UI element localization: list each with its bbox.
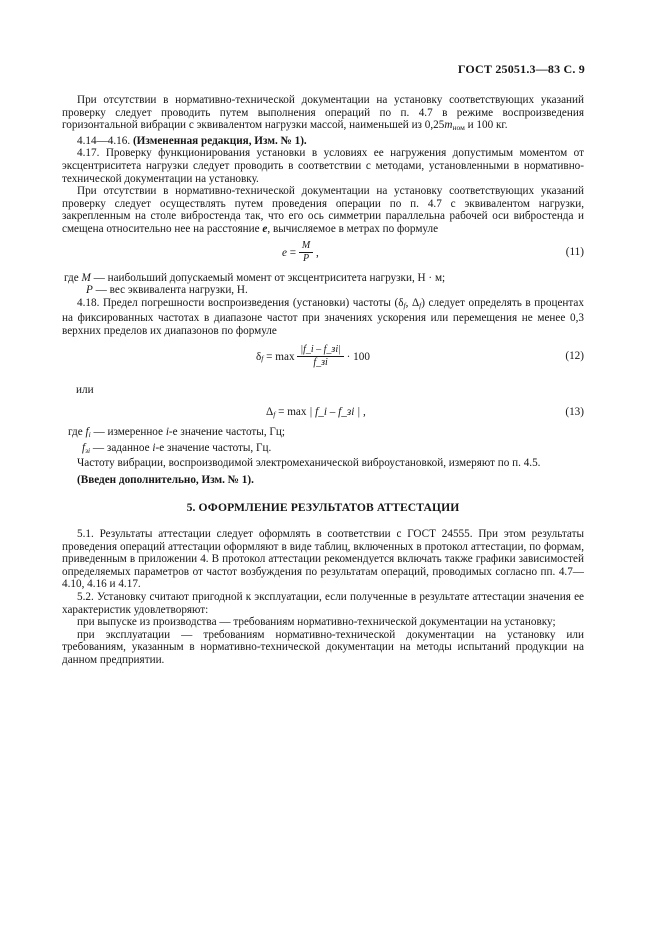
paragraph-4-18: 4.18. Предел погрешности воспроизведения (установки) частоты ($\delta_f$, $\Delta_f$) следует определять в процентах на фиксированных частотах в диапазоне частот при значениях ускорения или перемещения не менее 0,3 верхних пределов их диапазонов по формуле (62, 296, 584, 337)
formula-12: $\delta_f = \max$ $\frac{|f\_i - f\_зi|}{f\_зi}$ · 100 (12) (256, 343, 584, 368)
formula-number-12: (12) (565, 349, 584, 362)
where-p: P — вес эквивалента нагрузки, Н. (86, 284, 248, 297)
where-fi: где $f_i$ — измеренное i-е значение частоты, Гц; (68, 426, 285, 440)
or-label: или (76, 383, 94, 396)
paragraph-4-14-4-16: 4.14—4.16. (Измененная редакция, Изм. № 1). (77, 134, 307, 147)
fraction-m-over-p: $\frac{M}{P}$ (299, 240, 313, 265)
paragraph-4-13-note: При отсутствии в нормативно-технической документации на установку соответствующих указаний проверку следует проводить путем выполнения операций по п. 4.7 в режиме воспроизведения горизонтальной вибрации с эквивалентом нагрузки массой, наименьшей из $0,25m_{ном}$ и 100 кг. (62, 94, 584, 133)
paragraph-frequency-measure: Частоту вибрации, воспроизводимой электромеханической виброустановкой, измеряют по п. 4.5. (77, 457, 541, 470)
document-body (62, 94, 584, 667)
formula-13: $\Delta_f = \max$ | f_i – f_зi | , (13) (266, 406, 584, 420)
formula-number-13: (13) (565, 406, 584, 419)
paragraph-5-2: 5.2. Установку считают пригодной к эксплуатации, если полученные в результате аттестации значения ее характеристик удовлетворяют: (62, 591, 584, 616)
paragraph-4-17-note: При отсутствии в нормативно-технической документации на установку соответствующих указаний проверку следует осуществлять путем проведения операции по п. 4.7 с эквивалентом нагрузки, закрепленным на столе вибростенда так, что его ось симметрии параллельна рабочей оси вибростенда и смещена относительно нее на расстояние e, вычисляемое в метрах по формуле (62, 185, 584, 235)
paragraph-4-17: 4.17. Проверку функционирования установки в условиях ее нагружения допустимым моментом от эксцентриситета нагрузки следует проводить в соответствии с методами, установленными в нормативно-технической документации на установку. (62, 147, 584, 185)
where-fzi: $f_{зi}$ — заданное i-е значение частоты, Гц. (82, 441, 272, 455)
paragraph-5-2-production: при выпуске из производства — требованиям нормативно-технической документации на установку; (77, 616, 556, 629)
paragraph-amendment-note: (Введен дополнительно, Изм. № 1). (77, 473, 254, 486)
paragraph-5-1: 5.1. Результаты аттестации следует оформлять в соответствии с ГОСТ 24555. При этом результаты проведения операций аттестации оформляют в виде таблиц, включенных в протокол аттестации, по формам, приведенным в приложении 4. В протокол аттестации рекомендуется включать также графики зависимостей определяемых параметров от частот возбуждения по результатам операций, проводимых согласно пп. 4.7—4.10, 4.16 и 4.17. (62, 528, 584, 591)
formula-11: e = $\frac{M}{P}$ , (11) (282, 239, 584, 264)
section-title-5: 5. ОФОРМЛЕНИЕ РЕЗУЛЬТАТОВ АТТЕСТАЦИИ (186, 501, 460, 515)
paragraph-5-2-operation: при эксплуатации — требованиям нормативно-технической документации на установку или требованиям, указанным в нормативно-технической документации на методы испытаний продукции на данном предприятии. (62, 628, 584, 666)
formula-number-11: (11) (565, 245, 584, 258)
where-m: где M — наибольший допускаемый момент от эксцентриситета нагрузки, Н · м; (64, 271, 446, 284)
page-header: ГОСТ 25051.3—83 С. 9 (457, 62, 585, 76)
fraction-frequency-error: $\frac{|f\_i - f\_зi|}{f\_зi}$ (297, 344, 344, 369)
